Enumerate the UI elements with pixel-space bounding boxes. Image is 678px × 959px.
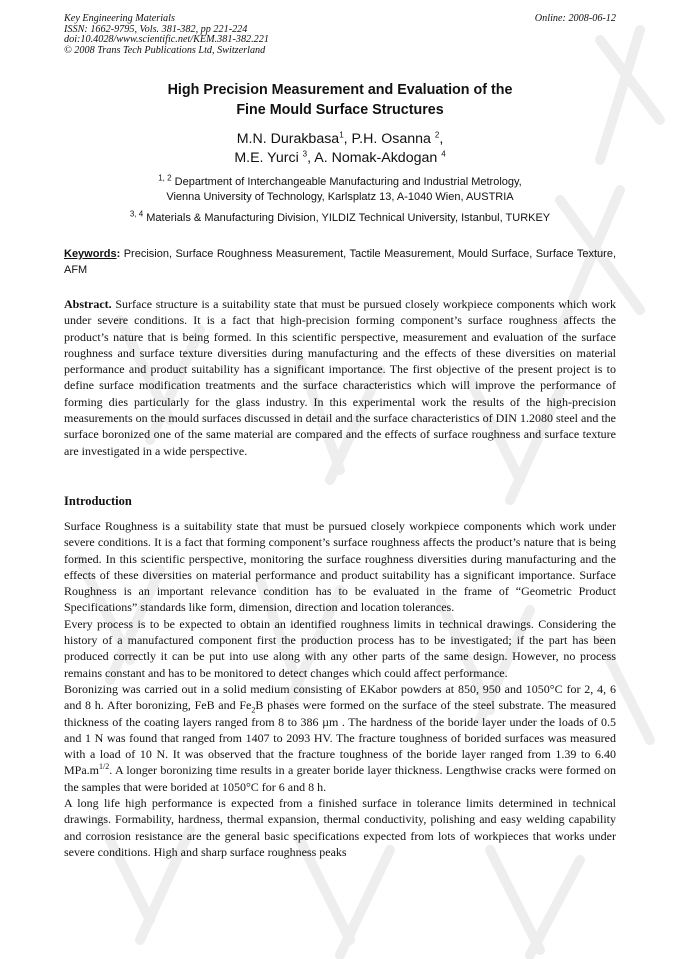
affiliation-1-sup: 1, 2 bbox=[158, 173, 172, 183]
keywords-block bbox=[64, 247, 616, 278]
online-date: Online: 2008-06-12 bbox=[534, 13, 616, 24]
affiliation-1-line-2: Vienna University of Technology, Karlsplatz 13, A-1040 Wien, AUSTRIA bbox=[166, 190, 514, 203]
watermark-stroke bbox=[490, 850, 580, 955]
doi-line: doi:10.4028/www.scientific.net/KEM.381-382.221 bbox=[64, 34, 269, 45]
affiliation-2-sup: 3, 4 bbox=[129, 209, 144, 219]
abstract-block bbox=[64, 296, 616, 459]
intro-paragraph-2: Every process is to be expected to obtain an identified roughness limits in technical drawings. Considering the history of a manufactured component first the production process has to be investigated; if the part has been produced correctly it can be put into use along with any other parts of the same design. However, no process remains constant and has to be monitored to detect changes which could affect performance. bbox=[64, 616, 616, 680]
abstract-text: Surface structure is a suitability state that must be pursued closely workpiece components which work under severe conditions. It is a fact that high-precision forming component’s surface roughness affects the product’s nature that is being formed. In this scientific perspective, measurement and evaluation of the surface roughness and surface texture diversities during manufacturing and the effects of these diversities on material performance and product suitability has a significant importance. The first objective of the present project is to define surface modification treatments and the surface characteristics which will improve the performance of forming dies particularly for the glass industry. In this experimental work the results of the high-precision measurements on the mould surfaces discussed in detail and the surface characteristics of DIN 1.2080 steel and the surface boronized one of the same material are compared and the effects of surface roughness and surface texture are investigated in a wide perspective. bbox=[64, 297, 616, 458]
affiliation-2-text: Materials & Manufacturing Division, YILDIZ Technical University, Istanbul, TURKEY bbox=[143, 212, 551, 224]
publication-header bbox=[64, 14, 616, 56]
authors-line-1 bbox=[64, 130, 616, 149]
keywords-colon: : bbox=[116, 248, 121, 260]
author-list bbox=[64, 130, 616, 168]
author-3-sup: 3 bbox=[302, 149, 308, 159]
author-separator: , bbox=[307, 150, 315, 166]
title-line-1: High Precision Measurement and Evaluation of the bbox=[167, 82, 513, 98]
issn-line: ISSN: 1662-9795, Vols. 381-382, pp 221-224 bbox=[64, 23, 248, 35]
introduction-body bbox=[64, 518, 616, 860]
p3-text-c: . A longer boronizing time results in a greater boride layer thickness. Lengthwise cracks were formed on the samples that were borided at 1050°C for 6 and 8 h. bbox=[64, 763, 616, 794]
affiliation-1-line-1 bbox=[64, 175, 616, 190]
intro-paragraph-4: A long life high performance is expected from a finished surface in tolerance limits determined in technical drawings. Formability, hardness, thermal expansion, thermal conductivity, polishing and easy welding capability and corrosion resistance are the general basic specifications expected from lots of workpieces that works under severe conditions. High and sharp surface roughness peaks bbox=[64, 796, 616, 859]
p3-subscript: 2 bbox=[251, 705, 256, 715]
author-separator: , bbox=[343, 131, 352, 147]
paper-title bbox=[64, 80, 616, 120]
introduction-heading: Introduction bbox=[64, 494, 132, 508]
affiliation-1-text: Department of Interchangeable Manufacturing and Industrial Metrology, bbox=[171, 176, 522, 188]
p3-text-a: Boronizing was carried out in a solid medium consisting of EKabor powders at 850, 950 and 1050°C for 2, 4, 6 and 8 h. After boronizing, FeB and Fe bbox=[64, 681, 616, 713]
author-1: M.N. Durakbasa bbox=[236, 131, 340, 147]
affiliation-2 bbox=[64, 211, 616, 226]
author-1-sup: 1 bbox=[339, 130, 344, 140]
affiliation-1 bbox=[64, 175, 616, 204]
author-4: A. Nomak-Akdogan bbox=[314, 150, 442, 166]
intro-paragraph-1: Surface Roughness is a suitability state that must be pursued closely workpiece components which work under severe conditions. It is a fact that forming component’s surface roughness affects the product’s nature that is being formed. In this scientific perspective, monitoring the surface roughness diversities during manufacturing and the effects of these diversities on material performance and product suitability has a significant importance. Surface Roughness is an important relevance condition has to be evaluated in the frame of “Geometric Product Specifications” standards like form, dimension, direction and location tolerances. bbox=[64, 519, 616, 615]
author-3: M.E. Yurci bbox=[234, 150, 303, 166]
keywords-text: Precision, Surface Roughness Measurement, Tactile Measurement, Mould Surface, Surface Texture, AFM bbox=[64, 248, 616, 276]
author-2: P.H. Osanna bbox=[351, 131, 435, 147]
p3-text-b: B phases were formed on the surface of the steel substrate. The measured thickness of the coating layers ranged from 8 to 386 µm . The hardness of the boride layer under the loads of 0.5 and 1 N was found that ranged from 1407 to 2093 HV. The fracture toughness of borided surfaces was measured with a load of 10 N. It was observed that the fracture toughness of the boride layer ranged from 1.39 to 6.40 MPa.m bbox=[64, 698, 616, 778]
journal-name: Key Engineering Materials bbox=[64, 13, 175, 24]
author-4-sup: 4 bbox=[441, 149, 446, 159]
author-separator: , bbox=[439, 131, 444, 147]
copyright-line: © 2008 Trans Tech Publications Ltd, Switzerland bbox=[64, 44, 266, 56]
abstract-label: Abstract. bbox=[64, 297, 112, 311]
intro-paragraph-3 bbox=[64, 681, 616, 795]
title-line-2: Fine Mould Surface Structures bbox=[236, 102, 444, 118]
p3-superscript: 1/2 bbox=[99, 762, 110, 772]
author-2-sup: 2 bbox=[434, 130, 440, 140]
authors-line-2 bbox=[64, 149, 616, 168]
keywords-label: Keywords bbox=[64, 248, 117, 260]
